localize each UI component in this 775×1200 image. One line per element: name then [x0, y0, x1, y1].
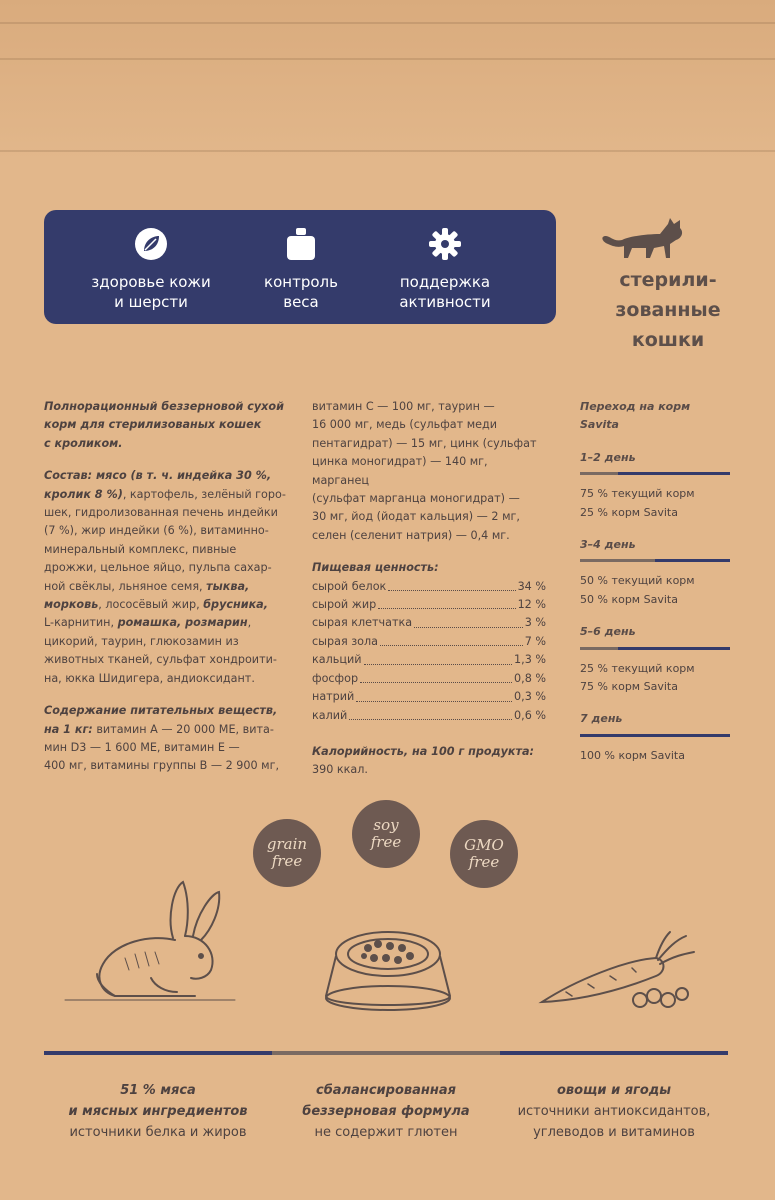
nutrition-heading: Пищевая ценность:: [312, 561, 439, 575]
cat-icon: [600, 214, 688, 266]
transition-step: 1–2 день 75 % текущий корм 25 % корм Savita: [580, 449, 730, 522]
transition-bar: [580, 559, 730, 562]
feature-formula: сбалансированная беззерновая формула не содержит глютен: [302, 1083, 470, 1140]
calories: Калорийность, на 100 г продукта: 390 ккал.: [312, 744, 535, 777]
divider: [272, 1051, 500, 1055]
leaf-icon: [66, 222, 236, 266]
cat-label-line: стерили-: [619, 269, 717, 291]
package-seal: [0, 0, 775, 160]
feature-vegetables: овощи и ягоды источники антиоксидантов, углеводов и витаминов: [517, 1083, 711, 1140]
benefit-label: и шерсти: [114, 293, 188, 311]
nutrition-row: сырая зола 7 %: [312, 634, 546, 648]
nutrition-row: кальций 1,3 %: [312, 653, 546, 667]
transition-heading: Переход на корм Savita: [580, 400, 691, 432]
nutrients-content: Содержание питательных веществ, на 1 кг: витамин А — 20 000 МЕ, вита- мин D3 — 1 600 МЕ, витамин Е — 400 мг, витамины группы В — 2 900 мг,: [44, 704, 280, 773]
food-bowl-illustration: [318, 924, 458, 1028]
nutrition-column: [312, 398, 546, 780]
grain-free-badge: grain free: [253, 819, 321, 887]
nutrition-row: сырой белок 34 %: [312, 579, 546, 593]
benefit-label: контроль: [264, 273, 338, 291]
nutrition-row: сырой жир 12 %: [312, 598, 546, 612]
benefits-panel: [44, 210, 556, 324]
nutrition-row: калий 0,6 %: [312, 708, 546, 722]
benefit-activity: [360, 222, 530, 312]
soy-free-badge: soy free: [352, 800, 420, 868]
product-description: Полнорационный беззерновой сухой корм для стерилизованых кошек с кроликом.: [44, 400, 284, 450]
nutrition-row: сырая клетчатка 3 %: [312, 616, 546, 630]
nutrition-table: [312, 578, 546, 725]
transition-step: 5–6 день 25 % текущий корм 75 % корм Savita: [580, 623, 730, 696]
cat-type-label: [598, 265, 738, 355]
seal-line: [0, 150, 775, 152]
rabbit-illustration: [55, 878, 245, 1012]
transition-bar: [580, 472, 730, 475]
transition-step: 3–4 день 50 % текущий корм 50 % корм Savita: [580, 536, 730, 609]
gmo-free-badge: GMO free: [450, 820, 518, 888]
benefit-label: здоровье кожи: [91, 273, 211, 291]
divider: [44, 1051, 272, 1055]
nutrition-row: фосфор 0,8 %: [312, 671, 546, 685]
transition-column: [580, 398, 730, 765]
benefit-label: веса: [283, 293, 319, 311]
composition-column: [44, 398, 290, 790]
gear-icon: [360, 222, 530, 266]
seal-line: [0, 22, 775, 24]
cat-label-line: зованные: [615, 299, 721, 321]
seal-line: [0, 58, 775, 60]
transition-bar: [580, 647, 730, 650]
benefit-label: активности: [399, 293, 491, 311]
composition-text: Состав: мясо (в т. ч. индейка 30 %, кролик 8 %), картофель, зелёный горо- шек, гидролизованная печень индейки (7 %), жир индейки (6 %), витаминно- минеральный комплекс, пивные дрожжи, цельное яйцо, пульпа сахар- ной свёклы, льняное семя, тыква, морковь, лососёвый жир, брусника, L-карнитин, ромашка, розмарин, цикорий, таурин, глюкозамин из животных тканей, сульфат хондроити- на, юкка Шидигера, андиоксидант.: [44, 469, 286, 685]
transition-bar: [580, 734, 730, 737]
nutrition-row: натрий 0,3 %: [312, 690, 546, 704]
benefit-label: поддержка: [399, 273, 491, 291]
transition-step: 7 день 100 % корм Savita: [580, 710, 730, 765]
vitamins-text: витамин С — 100 мг, таурин — 16 000 мг, медь (сульфат меди пентагидрат) — 15 мг, цинк (сульфат цинка моногидрат) — 140 мг, марганец (сульфат марганца моногидрат) — 30 мг, йод (йодат кальция) — 2 мг, селен (селенит натрия) — 0,4 мг.: [312, 400, 537, 542]
feature-meat: 51 % мяса и мясных ингредиентов источники белка и жиров: [68, 1083, 248, 1140]
carrot-berries-illustration: [536, 930, 696, 1024]
benefit-skin: [66, 222, 236, 312]
divider: [500, 1051, 728, 1055]
cat-label-line: кошки: [631, 329, 705, 351]
